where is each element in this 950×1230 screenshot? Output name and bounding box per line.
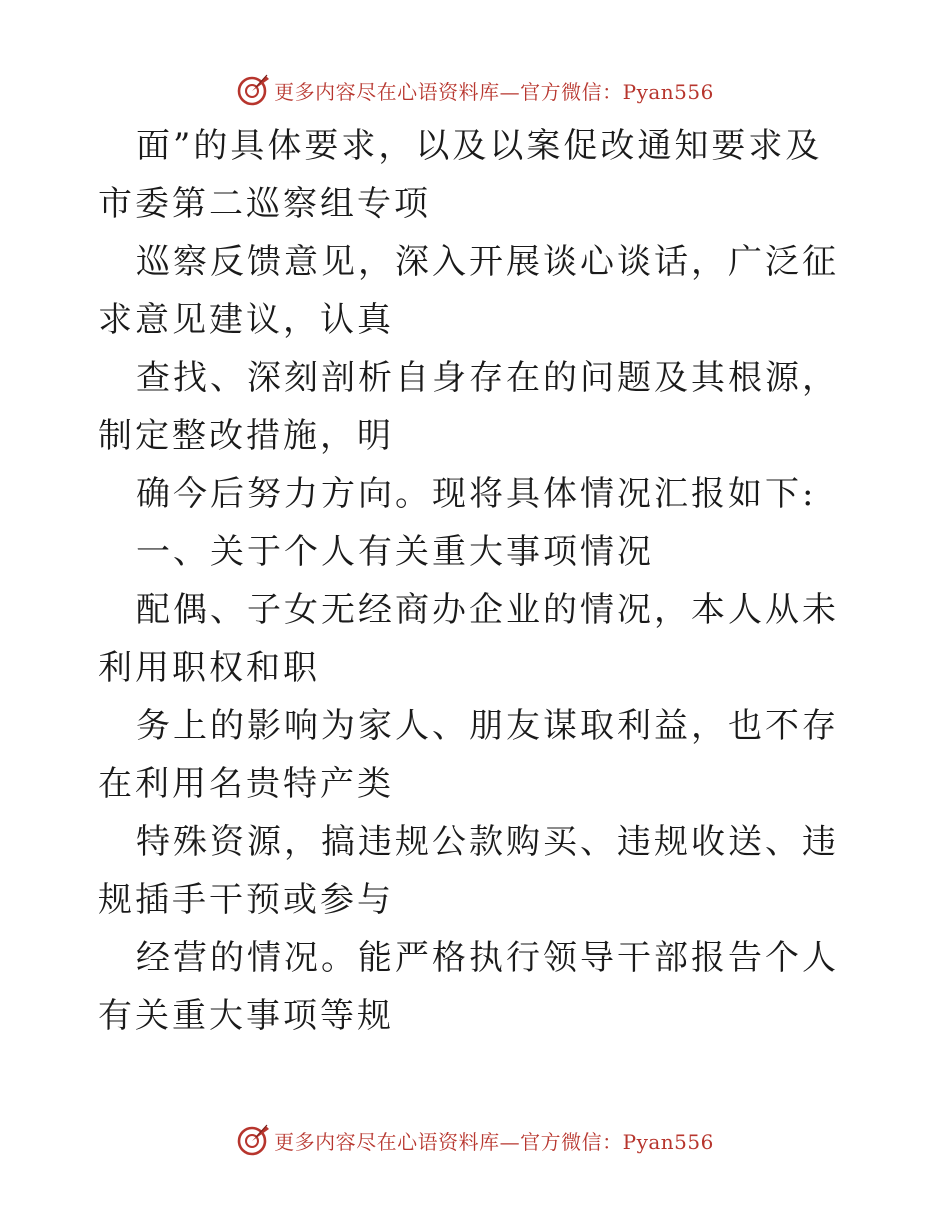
header-banner bbox=[0, 70, 950, 110]
footer-banner bbox=[0, 1120, 950, 1160]
section-heading: 一、关于个人有关重大事项情况 bbox=[136, 532, 654, 572]
paragraph: 面”的具体要求，以及以案促改通知要求及市委第二巡察组专项 bbox=[98, 126, 823, 224]
document-body bbox=[98, 117, 858, 1045]
footer-banner-text: 更多内容尽在心语资料库—官方微信：Pyan556 bbox=[274, 1129, 714, 1154]
paragraph: 巡察反馈意见，深入开展谈心谈话，广泛征求意见建议，认真 bbox=[98, 242, 839, 340]
header-banner-text: 更多内容尽在心语资料库—官方微信：Pyan556 bbox=[274, 79, 714, 104]
paragraph: 特殊资源，搞违规公款购买、违规收送、违规插手干预或参与 bbox=[98, 822, 839, 920]
paragraph: 查找、深刻剖析自身存在的问题及其根源，制定整改措施，明 bbox=[98, 358, 839, 456]
paragraph: 配偶、子女无经商办企业的情况，本人从未利用职权和职 bbox=[98, 590, 839, 688]
quill-logo-icon bbox=[236, 73, 270, 107]
paragraph: 务上的影响为家人、朋友谋取利益，也不存在利用名贵特产类 bbox=[98, 706, 839, 804]
paragraph: 经营的情况。能严格执行领导干部报告个人有关重大事项等规 bbox=[98, 938, 839, 1036]
quill-logo-icon bbox=[236, 1123, 270, 1157]
paragraph: 确今后努力方向。现将具体情况汇报如下: bbox=[136, 474, 817, 514]
